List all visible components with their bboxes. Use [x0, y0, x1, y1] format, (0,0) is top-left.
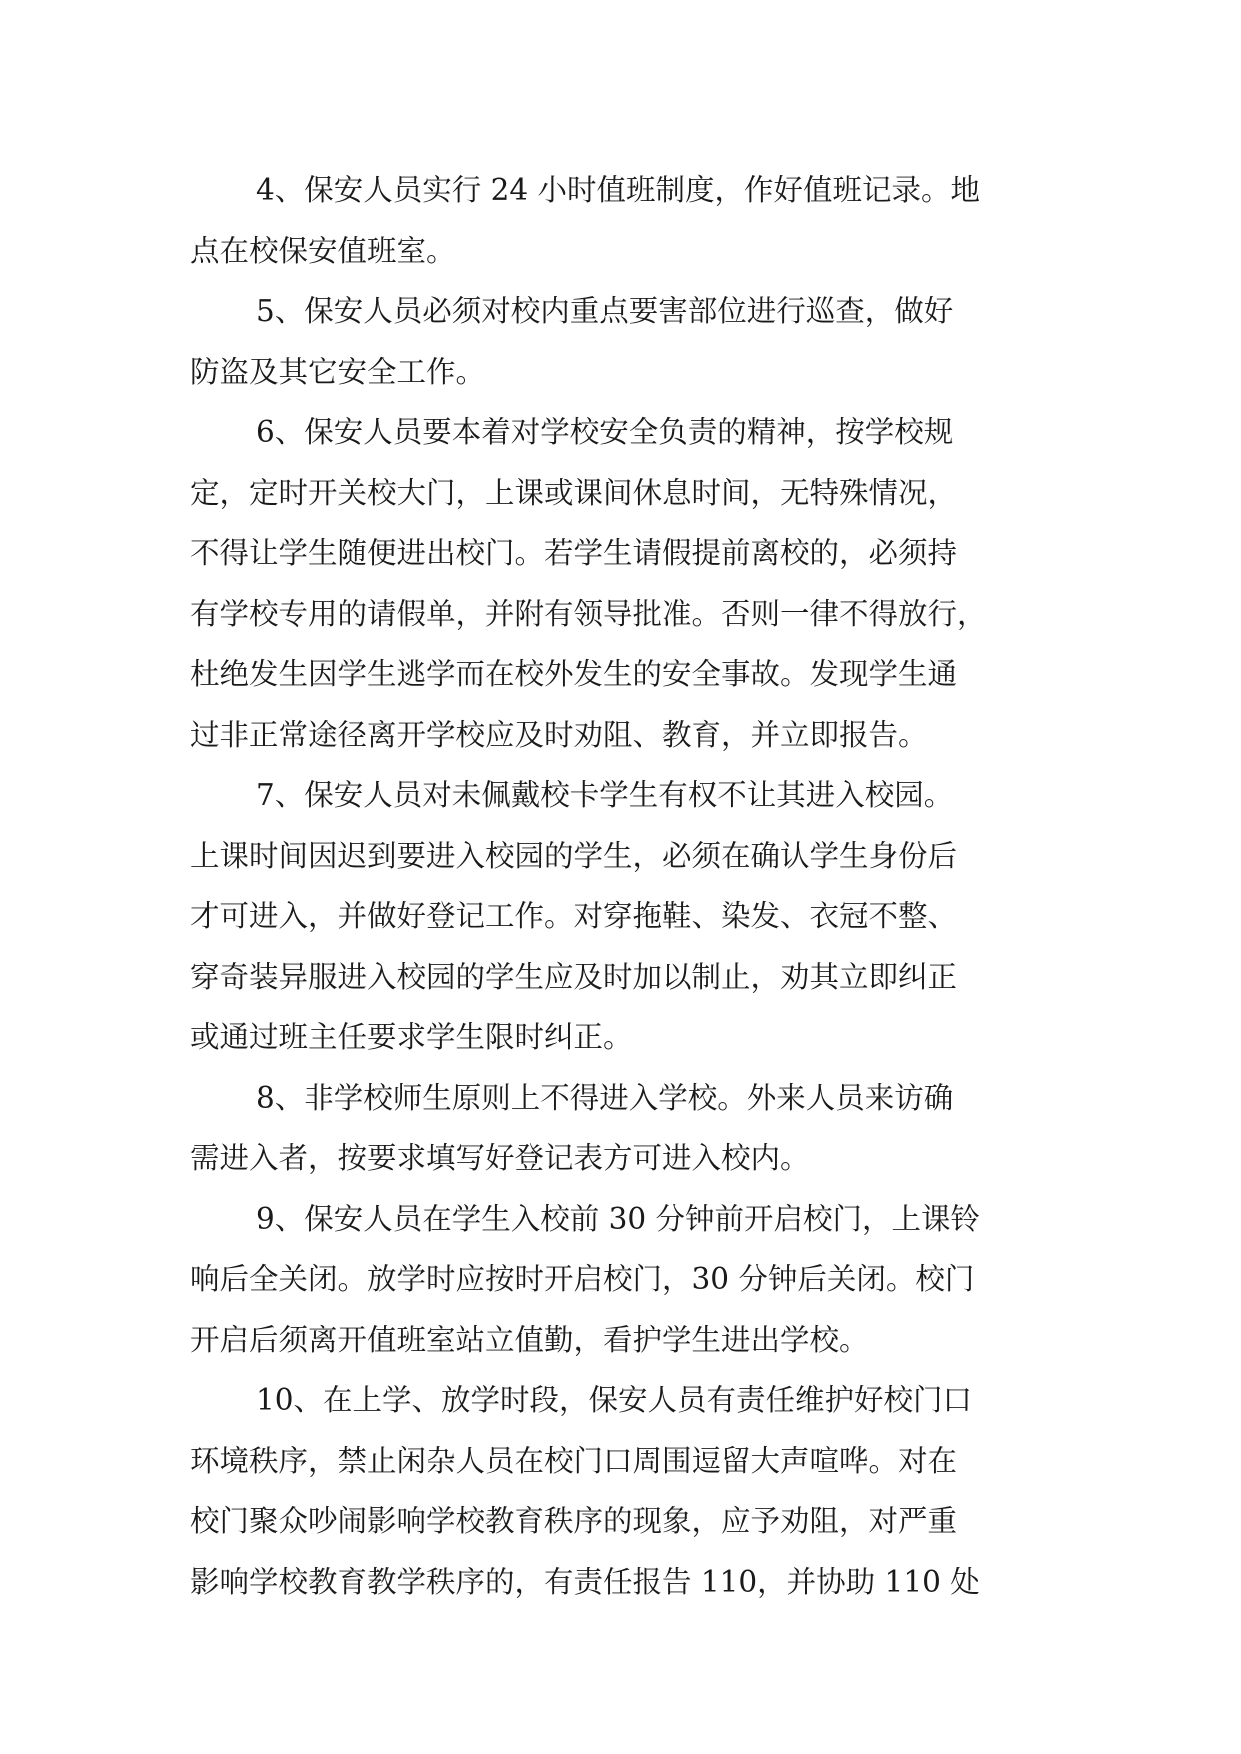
- text-line: 或通过班主任要求学生限时纠正。: [190, 1020, 633, 1054]
- text-line: 开启后须离开值班室站立值勤，看护学生进出学校。: [190, 1322, 869, 1357]
- text-line: 上课时间因迟到要进入校园的学生，必须在确认学生身份后: [190, 838, 958, 873]
- text-line: 校门聚众吵闹影响学校教育秩序的现象，应予劝阻，对严重: [190, 1504, 958, 1538]
- text-line: 10、在上学、放学时段，保安人员有责任维护好校门口: [256, 1383, 973, 1417]
- text-line: 9、保安人员在学生入校前 30 分钟前开启校门，上课铃: [256, 1201, 981, 1236]
- text-line: 7、保安人员对未佩戴校卡学生有权不让其进入校园。: [256, 778, 954, 812]
- text-line: 防盗及其它安全工作。: [190, 354, 486, 389]
- text-line: 有学校专用的请假单，并附有领导批准。否则一律不得放行，: [190, 596, 987, 631]
- text-line: 定，定时开关校大门，上课或课间休息时间，无特殊情况，: [190, 475, 958, 510]
- text-line: 才可进入，并做好登记工作。对穿拖鞋、染发、衣冠不整、: [190, 899, 958, 933]
- text-line: 环境秩序，禁止闲杂人员在校门口周围逗留大声喧哗。对在: [190, 1443, 958, 1478]
- text-line: 8、非学校师生原则上不得进入学校。外来人员来访确: [256, 1080, 954, 1115]
- text-line: 过非正常途径离开学校应及时劝阻、教育，并立即报告。: [190, 717, 928, 752]
- text-line: 穿奇装异服进入校园的学生应及时加以制止，劝其立即纠正: [190, 959, 958, 994]
- text-line: 杜绝发生因学生逃学而在校外发生的安全事故。发现学生通: [190, 657, 958, 691]
- text-line: 4、保安人员实行 24 小时值班制度，作好值班记录。地: [256, 173, 981, 207]
- document-body: [190, 160, 1050, 1612]
- text-line: 6、保安人员要本着对学校安全负责的精神，按学校规: [256, 415, 954, 449]
- text-line: 点在校保安值班室。: [190, 233, 456, 268]
- text-line: 影响学校教育教学秩序的，有责任报告 110，并协助 110 处: [190, 1564, 980, 1599]
- text-line: 响后全关闭。放学时应按时开启校门，30 分钟后关闭。校门: [190, 1262, 975, 1296]
- text-line: 需进入者，按要求填写好登记表方可进入校内。: [190, 1141, 810, 1175]
- text-line: 5、保安人员必须对校内重点要害部位进行巡查，做好: [256, 294, 954, 328]
- text-line: 不得让学生随便进出校门。若学生请假提前离校的，必须持: [190, 536, 958, 570]
